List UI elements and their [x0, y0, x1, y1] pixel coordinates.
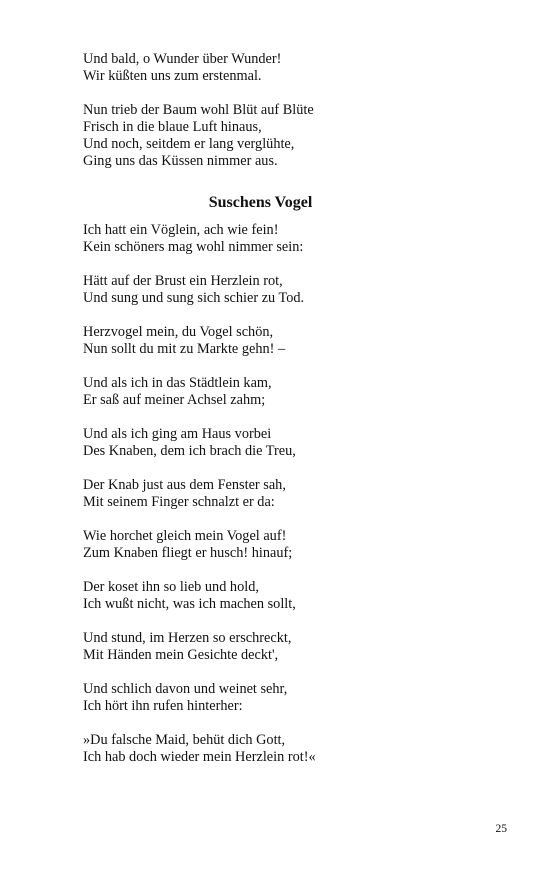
poem-line: Ich hab doch wieder mein Herzlein rot!« — [83, 749, 316, 765]
poem-stanza — [83, 222, 483, 256]
poem-line: Ich hört ihn rufen hinterher: — [83, 698, 243, 714]
poem-line: Und sung und sung sich schier zu Tod. — [83, 290, 305, 306]
poem-line: »Du falsche Maid, behüt dich Gott, — [83, 732, 286, 748]
poem-stanza — [83, 528, 483, 562]
poem-stanza — [83, 579, 483, 613]
poem-stanza — [83, 732, 483, 766]
text-block — [83, 51, 483, 766]
poem-line: Und als ich ging am Haus vorbei — [83, 426, 272, 442]
poem-line: Frisch in die blaue Luft hinaus, — [83, 119, 262, 135]
poem-line: Und stund, im Herzen so erschreckt, — [83, 630, 292, 646]
poem-line: Des Knaben, dem ich brach die Treu, — [83, 443, 296, 459]
poem-line: Der Knab just aus dem Fenster sah, — [83, 477, 286, 493]
poem-line: Wie horchet gleich mein Vogel auf! — [83, 528, 287, 544]
poem-stanza — [83, 477, 483, 511]
poem-line: Und noch, seitdem er lang verglühte, — [83, 136, 295, 152]
poem-stanza — [83, 324, 483, 358]
stanza-gap — [83, 664, 483, 681]
stanza-gap — [83, 511, 483, 528]
stanza-gap — [83, 256, 483, 273]
poem-stanza — [83, 375, 483, 409]
poem-line: Mit seinem Finger schnalzt er da: — [83, 494, 275, 510]
poem-line: Ging uns das Küssen nimmer aus. — [83, 153, 278, 169]
stanza-gap — [83, 715, 483, 732]
poem-stanza — [83, 426, 483, 460]
stanza-gap — [83, 562, 483, 579]
poem-line: Hätt auf der Brust ein Herzlein rot, — [83, 273, 283, 289]
poem-line: Kein schöners mag wohl nimmer sein: — [83, 239, 304, 255]
poem-title: Suschens Vogel — [208, 194, 313, 211]
stanza-gap — [83, 409, 483, 426]
poem-stanza — [83, 630, 483, 664]
stanza-gap — [83, 460, 483, 477]
poem-line: Zum Knaben fliegt er husch! hinauf; — [83, 545, 293, 561]
poem-line: Und schlich davon und weinet sehr, — [83, 681, 288, 697]
poem-line: Und bald, o Wunder über Wunder! — [83, 51, 282, 67]
poem-stanza — [83, 681, 483, 715]
previous-poem-stanza — [83, 51, 483, 85]
previous-poem-stanza — [83, 102, 483, 170]
poem-line: Ich hatt ein Vöglein, ach wie fein! — [83, 222, 279, 238]
page-number: 25 — [495, 823, 507, 835]
poem-line: Ich wußt nicht, was ich machen sollt, — [83, 596, 296, 612]
poem-line: Herzvogel mein, du Vogel schön, — [83, 324, 274, 340]
poem-line: Nun sollt du mit zu Markte gehn! – — [83, 341, 286, 357]
poem-line: Nun trieb der Baum wohl Blüt auf Blüte — [83, 102, 314, 118]
poem-stanza — [83, 273, 483, 307]
poem-line: Und als ich in das Städtlein kam, — [83, 375, 272, 391]
stanza-gap — [83, 85, 483, 102]
stanza-gap — [83, 307, 483, 324]
stanza-gap — [83, 358, 483, 375]
poem-line: Er saß auf meiner Achsel zahm; — [83, 392, 266, 408]
poem-line: Der koset ihn so lieb und hold, — [83, 579, 259, 595]
stanza-gap — [83, 613, 483, 630]
poem-line: Mit Händen mein Gesichte deckt', — [83, 647, 279, 663]
poem-line: Wir küßten uns zum erstenmal. — [83, 68, 262, 84]
